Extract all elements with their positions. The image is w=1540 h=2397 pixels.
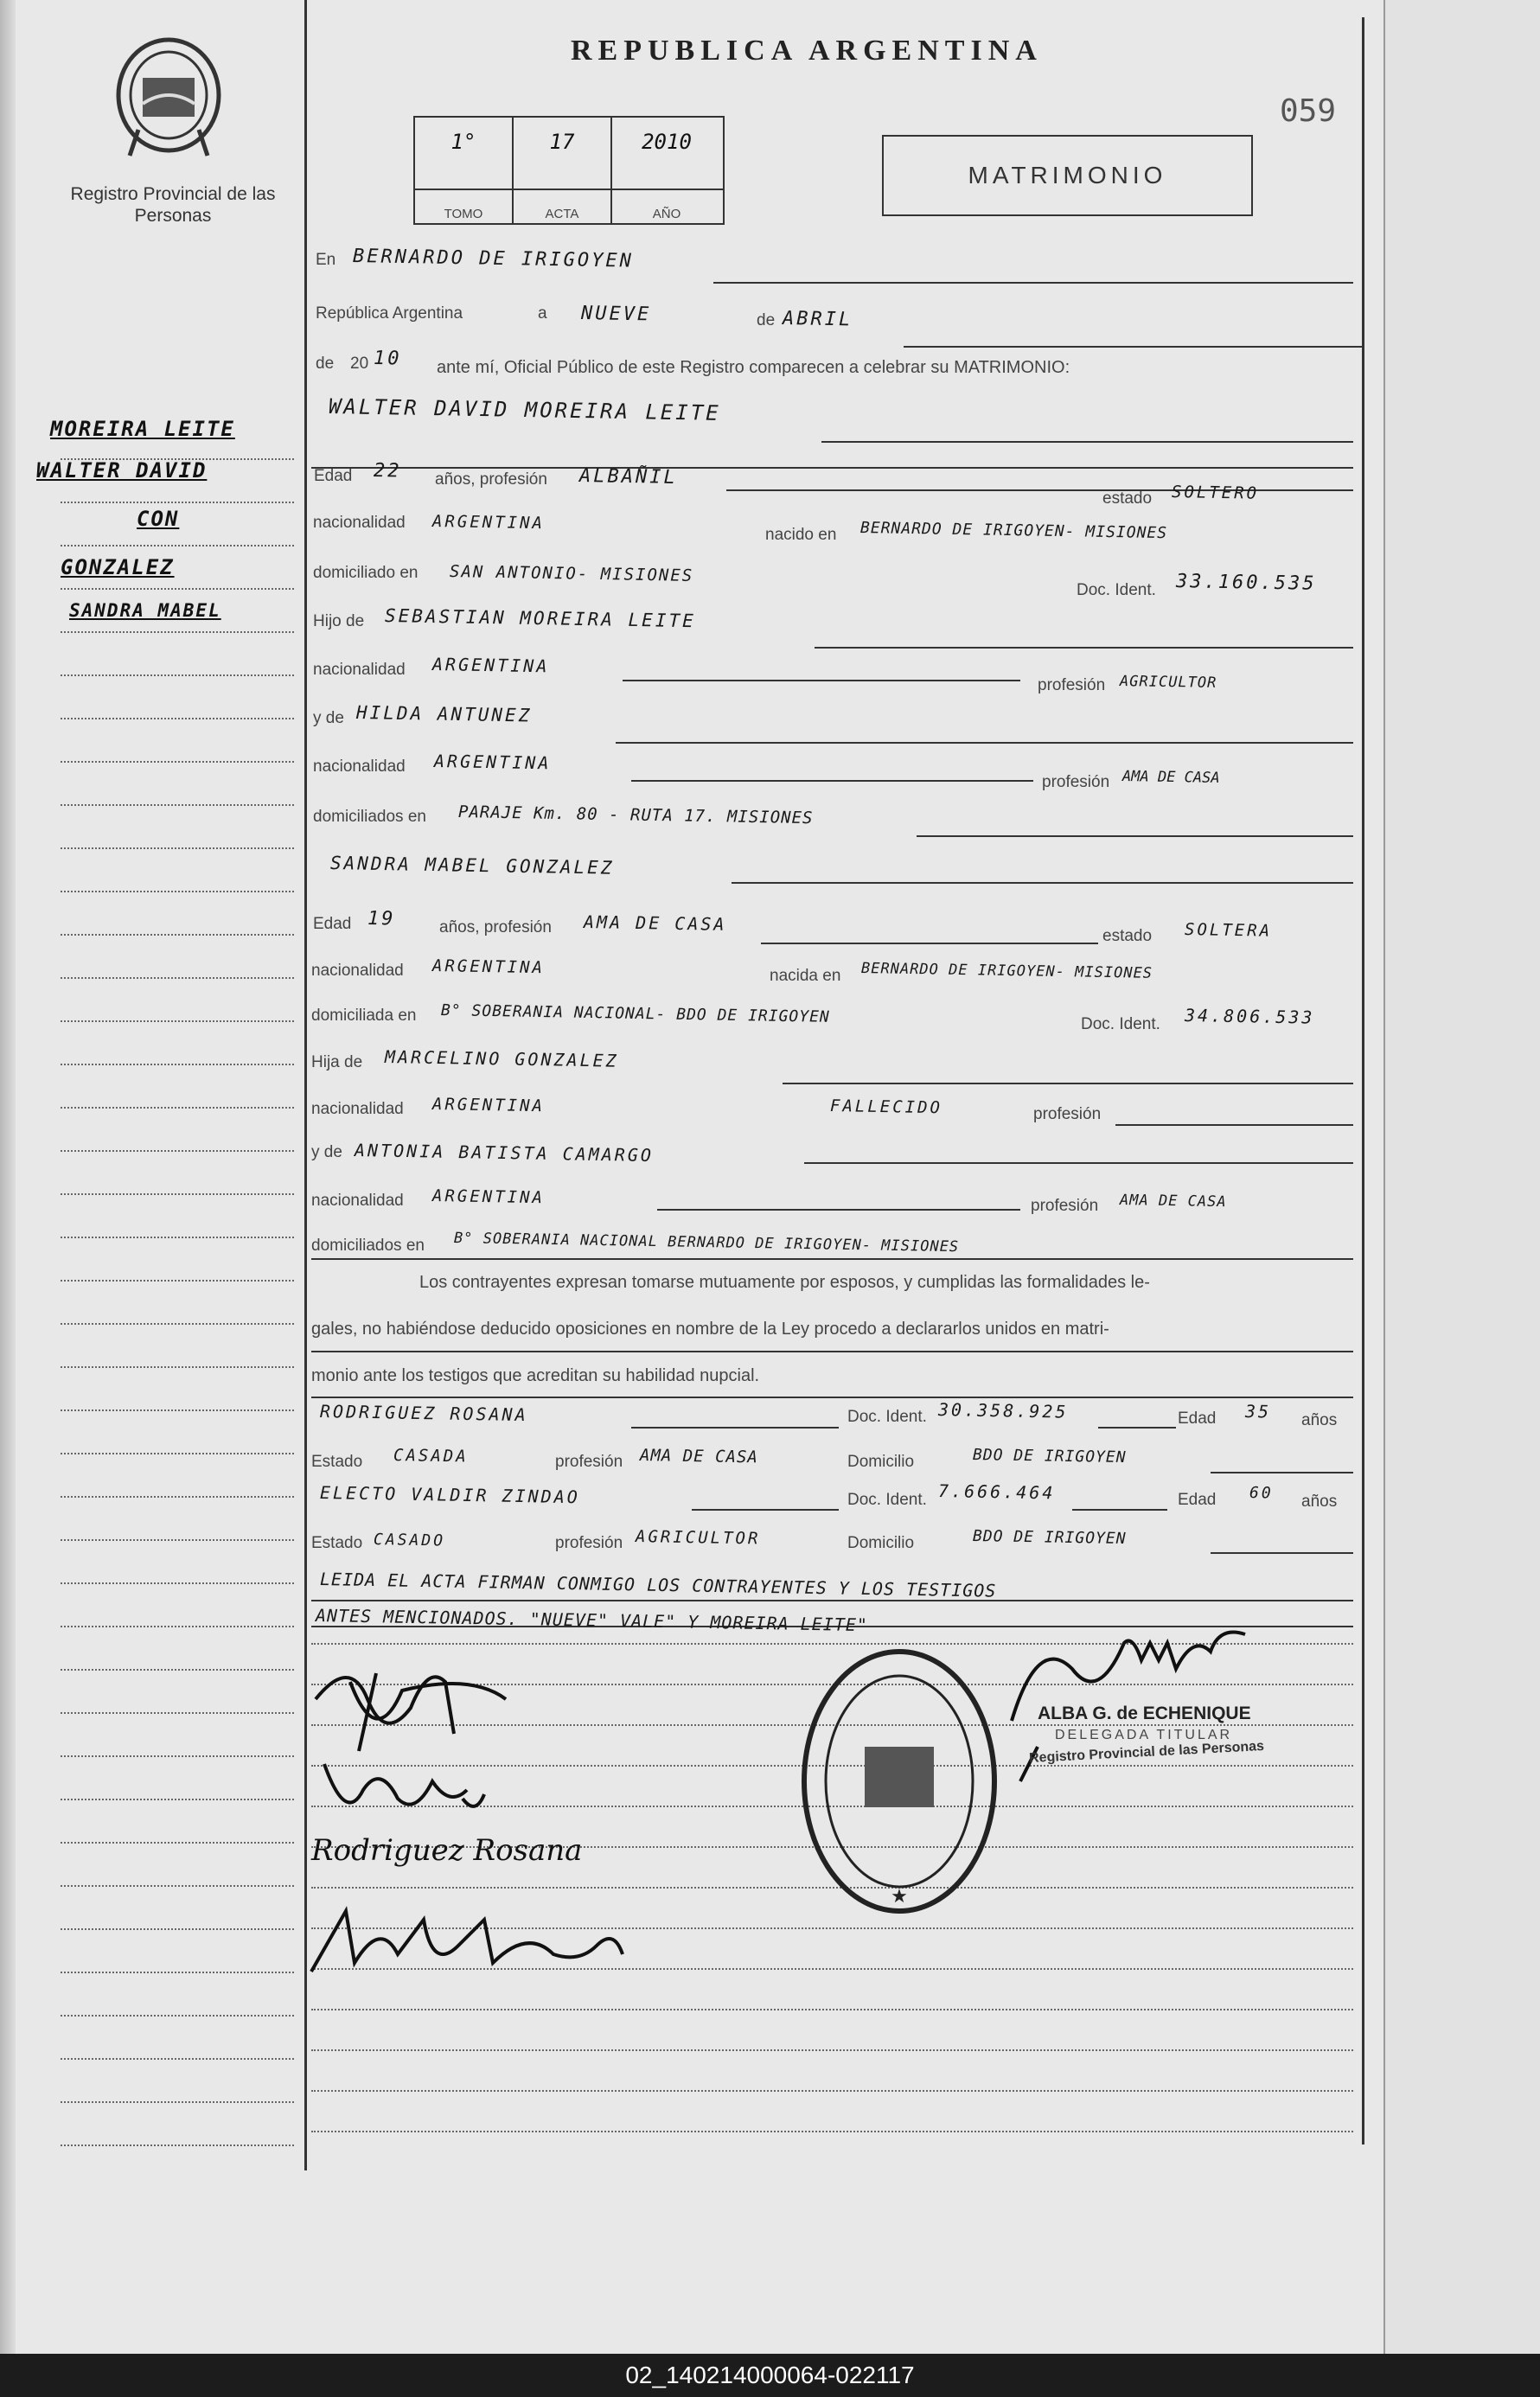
paragraph-line-2: gales, no habiéndose deducido oposiciones en nombre de la Ley procedo a declararlos unidos en matri-: [311, 1320, 1109, 1339]
registry-label: Registro Provincial de las Personas: [70, 184, 276, 226]
hw-c1-estado: SOLTERO: [1171, 483, 1260, 503]
rule-c2-madre-nac: [657, 1209, 1020, 1211]
rule-c2-dom: [311, 1258, 1353, 1260]
rule-cierre-1: [311, 1600, 1353, 1601]
acta-cell: [514, 118, 612, 223]
hw-t2-profesion: AGRICULTOR: [635, 1527, 761, 1549]
margin-rule-line: [61, 2145, 294, 2146]
hw-c2-nacionalidad: ARGENTINA: [431, 956, 546, 978]
acta-value: 17: [549, 130, 575, 154]
hw-t2-estado: CASADO: [373, 1531, 446, 1550]
margin-rule-line: [61, 2015, 294, 2017]
label-en: En: [316, 251, 336, 269]
signature-2: [311, 1747, 502, 1833]
delegada-name: ALBA G. de ECHENIQUE: [1038, 1703, 1251, 1723]
label-t2-domicilio: Domicilio: [847, 1534, 915, 1552]
margin-rule-line: [61, 1020, 294, 1022]
label-c2-y-de: y de: [311, 1143, 342, 1161]
margin-rule-line: [61, 1972, 294, 1973]
margin-rule-line: [61, 761, 294, 763]
rule-t2-nombre: [692, 1509, 839, 1511]
hw-c2-estado: SOLTERA: [1184, 920, 1273, 941]
delegada-title: DELEGADA TITULAR: [1055, 1728, 1233, 1742]
label-c2-hija: Hija de: [311, 1053, 363, 1071]
rule-c1-padre-nac: [623, 680, 1020, 681]
hw-contrayente-2: SANDRA MABEL GONZALEZ: [329, 853, 615, 879]
hw-t1-doc: 30.358.925: [937, 1399, 1069, 1422]
hw-t2-edad: 60: [1249, 1484, 1274, 1503]
margin-rule-line: [61, 1928, 294, 1930]
margin-note-line-3: CON: [137, 507, 180, 531]
label-c2-padre-prof: profesión: [1033, 1105, 1102, 1123]
rule-paragraph-2: [311, 1351, 1353, 1352]
hw-testigo-2: ELECTO VALDIR ZINDAO: [319, 1482, 580, 1508]
tomo-acta-anio-box: [413, 116, 725, 225]
rule-lugar: [713, 282, 1353, 284]
hw-c2-padre-nac: ARGENTINA: [431, 1095, 546, 1116]
left-margin-rule: [304, 0, 307, 2170]
hw-dia: NUEVE: [580, 303, 652, 326]
margin-rule-line: [61, 1280, 294, 1282]
label-de-mes: de: [757, 311, 776, 329]
right-margin-rule: [1362, 17, 1364, 2145]
margin-rule-line: [61, 1626, 294, 1627]
hw-c2-edad: 19: [367, 908, 396, 930]
margin-rule-line: [61, 2058, 294, 2060]
label-c2-anios-profesion: años, profesión: [439, 918, 552, 936]
label-c1-y-de: y de: [313, 709, 344, 727]
label-c1-domiciliado: domiciliado en: [313, 564, 419, 582]
rule-c2-padre-prof: [1115, 1124, 1353, 1126]
label-c2-domiciliados: domiciliados en: [311, 1237, 425, 1255]
adjacent-page-edge: [1383, 0, 1540, 2354]
signature-1: [298, 1647, 540, 1760]
margin-rule-line: [61, 891, 294, 892]
label-c2-domiciliada: domiciliada en: [311, 1007, 417, 1025]
hw-c2-madre-prof: AMA DE CASA: [1119, 1192, 1227, 1211]
margin-rule-line: [61, 1409, 294, 1411]
delegada-stamp: [986, 1617, 1332, 1790]
hw-c2-domicilio: B° SOBERANIA NACIONAL- BDO DE IRIGOYEN: [440, 1001, 830, 1026]
label-t2-profesion: profesión: [555, 1534, 623, 1552]
margin-rule-line: [61, 934, 294, 936]
label-c2-madre-nac: nacionalidad: [311, 1192, 404, 1210]
tomo-label: TOMO: [444, 207, 483, 221]
signature-3: Rodriguez Rosana: [311, 1833, 583, 1868]
margin-rule-line: [61, 804, 294, 806]
country-title: REPUBLICA ARGENTINA: [571, 35, 1043, 67]
rule-c1-edad: [726, 489, 1353, 491]
label-t2-doc: Doc. Ident.: [847, 1491, 927, 1509]
hw-c1-padre-prof: AGRICULTOR: [1119, 673, 1217, 692]
margin-rule-line: [61, 545, 294, 547]
anio-prefix: 20: [350, 355, 369, 373]
margin-rule-line: [61, 1539, 294, 1541]
hw-c2-padre-fallecido: FALLECIDO: [829, 1096, 943, 1118]
label-c2-edad: Edad: [313, 915, 352, 933]
margin-rule-line: [61, 1323, 294, 1325]
margin-rule-line: [61, 1064, 294, 1065]
margin-rule-line: [61, 502, 294, 503]
hw-t2-doc: 7.666.464: [937, 1480, 1056, 1504]
label-republica: República Argentina: [316, 304, 463, 323]
hw-testigo-1: RODRIGUEZ ROSANA: [319, 1401, 528, 1426]
label-c2-nacionalidad: nacionalidad: [311, 962, 404, 980]
hw-cierre-2: ANTES MENCIONADOS. "NUEVE" VALE" Y MOREIRA LEITE": [315, 1605, 869, 1636]
provincial-seal-logo: [112, 35, 225, 164]
margin-rule-line: [61, 1582, 294, 1584]
margin-note-line-4: GONZALEZ: [61, 555, 175, 579]
label-c1-domiciliados: domiciliados en: [313, 808, 426, 826]
tomo-value: 1°: [450, 130, 476, 154]
margin-rule-line: [61, 1107, 294, 1109]
rule-nombre-1: [821, 441, 1353, 443]
rule-c1-madre-nac: [631, 780, 1033, 782]
label-c1-hijo: Hijo de: [313, 612, 365, 630]
hw-c2-doc: 34.806.533: [1184, 1005, 1315, 1028]
hw-contrayente-1: WALTER DAVID MOREIRA LEITE: [328, 394, 721, 425]
hw-c1-padre: SEBASTIAN MOREIRA LEITE: [384, 605, 696, 632]
hw-c1-doc: 33.160.535: [1175, 571, 1317, 595]
label-c1-nacionalidad: nacionalidad: [313, 514, 406, 532]
label-t1-doc: Doc. Ident.: [847, 1408, 927, 1426]
label-ante-mi: ante mí, Oficial Público de este Registro comparecen a celebrar su MATRIMONIO:: [437, 358, 1070, 377]
label-t1-anios: años: [1301, 1411, 1338, 1429]
hw-t1-profesion: AMA DE CASA: [639, 1446, 759, 1467]
rule-t2-doc: [1072, 1509, 1167, 1511]
rule-nombre-2: [732, 882, 1353, 884]
label-c1-padre-nac: nacionalidad: [313, 661, 406, 679]
rule-nombre-1b: [311, 467, 1353, 469]
margin-rule-line: [61, 1496, 294, 1498]
hw-c1-nacionalidad: ARGENTINA: [431, 512, 546, 534]
margin-rule-line: [61, 1150, 294, 1152]
anio-value: 2010: [642, 130, 692, 154]
label-t2-edad: Edad: [1178, 1491, 1217, 1509]
margin-rule-line: [61, 1799, 294, 1800]
margin-rule-line: [61, 588, 294, 590]
hw-c1-edad: 22: [373, 460, 402, 483]
label-de-anio: de: [316, 355, 335, 373]
hw-mes: ABRIL: [782, 308, 853, 331]
rule-t1-dom: [1211, 1472, 1353, 1473]
rule-t1-doc: [1098, 1427, 1176, 1429]
paragraph-line-1: Los contrayentes expresan tomarse mutuamente por esposos, y cumplidas las formalidades le-: [419, 1273, 1150, 1292]
label-t1-domicilio: Domicilio: [847, 1453, 915, 1471]
hw-c2-padre: MARCELINO GONZALEZ: [384, 1046, 619, 1071]
rule-c2-padre: [783, 1083, 1353, 1084]
rule-t1-nombre: [631, 1427, 839, 1429]
anio-label: AÑO: [652, 207, 681, 221]
hw-c2-profesion: AMA DE CASA: [583, 911, 727, 935]
label-c1-doc: Doc. Ident.: [1077, 581, 1156, 599]
hw-t1-estado: CASADA: [393, 1446, 469, 1467]
rule-c1-padre: [815, 647, 1353, 649]
margin-note-line-1: MOREIRA LEITE: [50, 417, 235, 441]
scan-footer-id: 02_140214000064-022117: [625, 2362, 915, 2388]
label-t2-estado: Estado: [311, 1534, 363, 1552]
hw-lugar: BERNARDO DE IRIGOYEN: [352, 246, 635, 272]
hw-c2-nacida: BERNARDO DE IRIGOYEN- MISIONES: [860, 960, 1153, 982]
label-c2-madre-prof: profesión: [1031, 1197, 1099, 1215]
body-rule-line: [311, 2049, 1353, 2051]
label-t1-estado: Estado: [311, 1453, 363, 1471]
hw-cierre-1: LEIDA EL ACTA FIRMAN CONMIGO LOS CONTRAYENTES Y LOS TESTIGOS: [319, 1569, 997, 1601]
hw-c2-madre: ANTONIA BATISTA CAMARGO: [354, 1140, 655, 1167]
margin-rule-line: [61, 1842, 294, 1844]
label-c1-edad: Edad: [314, 467, 353, 485]
hw-c1-madre-prof: AMA DE CASA: [1121, 768, 1220, 787]
body-rule-line: [311, 2090, 1353, 2092]
hw-c1-madre-nac: ARGENTINA: [433, 751, 552, 774]
hw-c1-madre: HILDA ANTUNEZ: [355, 702, 533, 726]
body-rule-line: [311, 2131, 1353, 2132]
rule-c1-dom: [917, 835, 1353, 837]
margin-rule-line: [61, 1755, 294, 1757]
document-type-box: MATRIMONIO: [882, 135, 1253, 216]
hw-anio-suffix: 10: [373, 348, 402, 370]
label-c1-padre-prof: profesión: [1038, 676, 1106, 694]
label-c1-anios-profesion: años, profesión: [435, 470, 547, 489]
label-t1-edad: Edad: [1178, 1409, 1217, 1428]
hw-t1-edad: 35: [1244, 1401, 1272, 1422]
rule-fecha: [904, 346, 1362, 348]
rule-c2-edad: [761, 943, 1098, 944]
tomo-cell: [415, 118, 514, 223]
hw-c1-profesion: ALBAÑIL: [578, 465, 678, 489]
margin-rule-line: [61, 631, 294, 633]
margin-rule-line: [61, 458, 294, 460]
svg-text:★: ★: [891, 1885, 908, 1907]
margin-rule-line: [61, 2101, 294, 2103]
rule-t2-dom: [1211, 1552, 1353, 1554]
margin-note-line-5: SANDRA MABEL: [69, 600, 221, 621]
binder-edge: [0, 0, 16, 2354]
margin-rule-line: [61, 1366, 294, 1368]
signature-4: [303, 1894, 631, 1980]
margin-rule-line: [61, 847, 294, 849]
margin-rule-line: [61, 1453, 294, 1454]
label-c1-madre-nac: nacionalidad: [313, 757, 406, 776]
label-c1-nacido: nacido en: [765, 526, 837, 544]
margin-rule-line: [61, 1237, 294, 1238]
rule-paragraph-3: [311, 1397, 1353, 1398]
hw-c1-domicilio: SAN ANTONIO- MISIONES: [449, 562, 694, 585]
acta-label: ACTA: [545, 207, 579, 221]
hw-t2-domicilio: BDO DE IRIGOYEN: [972, 1527, 1127, 1549]
hw-t1-domicilio: BDO DE IRIGOYEN: [972, 1446, 1127, 1467]
hw-c2-padres-dom: B° SOBERANIA NACIONAL BERNARDO DE IRIGOYEN- MISIONES: [453, 1230, 960, 1256]
margin-rule-line: [61, 1193, 294, 1195]
label-c2-nacida: nacida en: [770, 967, 841, 985]
body-rule-line: [311, 2009, 1353, 2010]
label-t1-profesion: profesión: [555, 1453, 623, 1471]
hw-c1-padres-dom: PARAJE Km. 80 - RUTA 17. MISIONES: [457, 802, 814, 828]
official-round-seal: [796, 1643, 1003, 1920]
margin-rule-line: [61, 1669, 294, 1671]
label-c1-madre-prof: profesión: [1042, 773, 1110, 791]
margin-note-line-2: WALTER DAVID: [36, 458, 208, 483]
label-c1-estado: estado: [1102, 489, 1153, 508]
folio-number: 059: [1280, 93, 1337, 129]
label-t2-anios: años: [1301, 1493, 1338, 1511]
label-c2-doc: Doc. Ident.: [1081, 1015, 1160, 1033]
hw-c1-nacido: BERNARDO DE IRIGOYEN- MISIONES: [859, 519, 1168, 543]
margin-rule-line: [61, 674, 294, 676]
hw-c2-madre-nac: ARGENTINA: [431, 1186, 546, 1208]
anio-cell: [612, 118, 721, 223]
hw-c1-padre-nac: ARGENTINA: [431, 654, 550, 677]
margin-rule-line: [61, 1712, 294, 1714]
paragraph-line-3: monio ante los testigos que acreditan su habilidad nupcial.: [311, 1366, 760, 1385]
rule-c1-madre: [616, 742, 1353, 744]
label-a: a: [538, 304, 547, 323]
delegada-office: Registro Provincial de las Personas: [1028, 1738, 1265, 1767]
label-c2-padre-nac: nacionalidad: [311, 1100, 404, 1118]
margin-rule-line: [61, 1885, 294, 1887]
margin-rule-line: [61, 977, 294, 979]
label-c2-estado: estado: [1102, 927, 1153, 945]
margin-rule-line: [61, 718, 294, 719]
rule-c2-madre: [804, 1162, 1353, 1164]
